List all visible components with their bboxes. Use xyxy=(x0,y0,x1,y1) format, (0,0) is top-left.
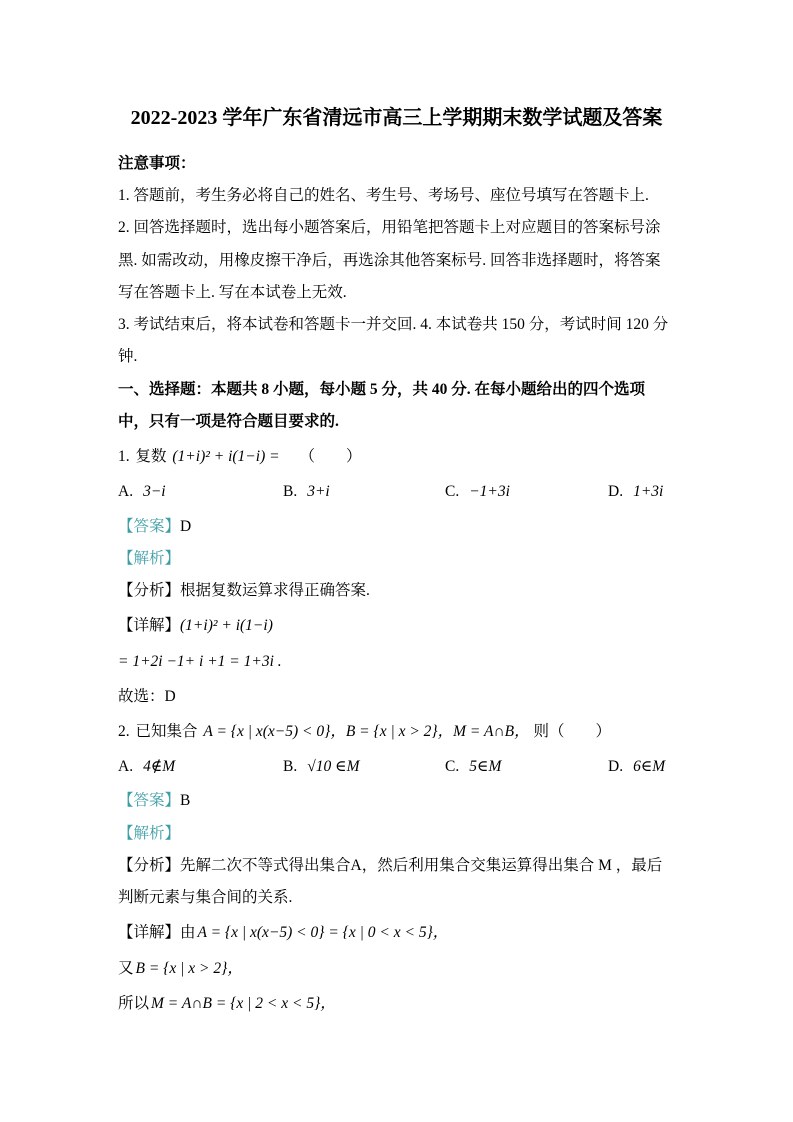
question-2-jiexi-line xyxy=(118,818,675,850)
question-2-xiangjie-1 xyxy=(118,917,675,949)
question-1-answer-blank: （ ） xyxy=(299,448,362,466)
notice-heading: 注意事项： xyxy=(118,155,196,172)
question-1-conclusion: 故选：D xyxy=(118,687,176,705)
option-label: C. xyxy=(445,758,460,776)
question-1-answer-line xyxy=(118,511,675,543)
question-1-option-d xyxy=(608,476,675,508)
jiexi-label: 【解析】 xyxy=(118,549,181,567)
question-1-options xyxy=(118,476,675,508)
xiangjie-lead: 所以 xyxy=(118,994,150,1012)
notice-item-3: 3. 考试结束后，将本试卷和答题卡一并交回. 4. 本试卷共 150 分，考试时间 120 分钟. xyxy=(118,316,669,366)
question-1-formula: (1+i)² + i(1−i) = xyxy=(172,448,280,466)
option-text: −1+3i xyxy=(469,483,510,501)
question-2-option-a xyxy=(118,751,283,783)
xiangjie-formula: M = A∩B = {x | 2 < x < 5}， xyxy=(151,994,336,1012)
question-2-fenxi: 【分析】先解二次不等式得出集合A，然后利用集合交集运算得出集合 M ，最后判断元素与集合间的关系. xyxy=(118,856,663,907)
answer-label: 【答案】 xyxy=(118,792,181,810)
question-2-options xyxy=(118,751,675,783)
question-2-xiangjie-2 xyxy=(118,953,675,985)
question-1-jiexi-line xyxy=(118,543,675,575)
option-text: 3−i xyxy=(143,483,166,501)
question-2-answer-line xyxy=(118,785,675,817)
question-1-lead: 复数 xyxy=(135,448,167,466)
question-1-option-a xyxy=(118,476,283,508)
section-1-heading: 一、选择题：本题共 8 小题，每小题 5 分，共 40 分. 在每小题给出的四个选项中，只有一项是符合题目要求的. xyxy=(118,380,646,430)
option-text: 3+i xyxy=(307,483,330,501)
question-1-fenxi: 【分析】根据复数运算求得正确答案. xyxy=(118,582,370,600)
question-2-lead: 已知集合 xyxy=(135,722,198,740)
question-2-option-d xyxy=(608,751,675,783)
question-2-number: 2. xyxy=(118,722,130,740)
question-2-formula: A = {x | x(x−5) < 0}，B = {x | x > 2}，M = A∩B， xyxy=(203,722,530,740)
notice-item-1: 1. 答题前，考生务必将自己的姓名、考生号、考场号、座位号填写在答题卡上. xyxy=(118,187,649,205)
question-1-stem xyxy=(118,441,675,473)
question-2-answer: B xyxy=(180,792,191,810)
question-1-answer: D xyxy=(180,517,192,535)
question-1-option-c xyxy=(445,476,608,508)
document-title: 2022-2023 学年广东省清远市高三上学期期末数学试题及答案 xyxy=(130,107,663,129)
question-1-xiangjie-formula: (1+i)² + i(1−i) xyxy=(180,617,273,635)
option-label: B. xyxy=(283,483,298,501)
option-label: A. xyxy=(118,483,134,501)
question-2-tail: 则（ ） xyxy=(533,722,611,740)
option-label: D. xyxy=(608,483,624,501)
question-2-option-c xyxy=(445,751,608,783)
option-text: 1+3i xyxy=(633,483,664,501)
question-2-xiangjie-3 xyxy=(118,988,675,1020)
question-2-option-b xyxy=(283,751,445,783)
xiangjie-lead: 又 xyxy=(118,959,134,977)
option-text: 5∈M xyxy=(469,758,502,776)
xiangjie-lead: 由 xyxy=(180,924,196,942)
xiangjie-formula: B = {x | x > 2}， xyxy=(135,959,243,977)
question-1-calc: = 1+2i −1+ i +1 = 1+3i . xyxy=(118,652,282,670)
notice-item-2: 2. 回答选择题时，选出每小题答案后，用铅笔把答题卡上对应题目的答案标号涂黑. 如需改动，用橡皮擦干净后，再选涂其他答案标号. 回答非选择题时，将答案写在答题卡上. 写在本试卷上无效. xyxy=(118,219,661,301)
jiexi-label: 【解析】 xyxy=(118,824,181,842)
answer-label: 【答案】 xyxy=(118,517,181,535)
question-2-stem xyxy=(118,716,675,748)
xiangjie-formula: A = {x | x(x−5) < 0} = {x | 0 < x < 5}， xyxy=(197,924,449,942)
option-label: C. xyxy=(445,483,460,501)
question-1-xiangjie xyxy=(118,610,675,642)
question-1-option-b xyxy=(283,476,445,508)
option-text: 4∉M xyxy=(143,758,176,776)
xiangjie-label: 【详解】 xyxy=(118,924,181,942)
option-label: A. xyxy=(118,758,134,776)
question-1-number: 1. xyxy=(118,448,130,466)
option-label: D. xyxy=(608,758,624,776)
xiangjie-label: 【详解】 xyxy=(118,617,181,635)
option-text: 6∈M xyxy=(633,758,666,776)
option-label: B. xyxy=(283,758,298,776)
option-text: √10 ∈M xyxy=(307,758,360,776)
